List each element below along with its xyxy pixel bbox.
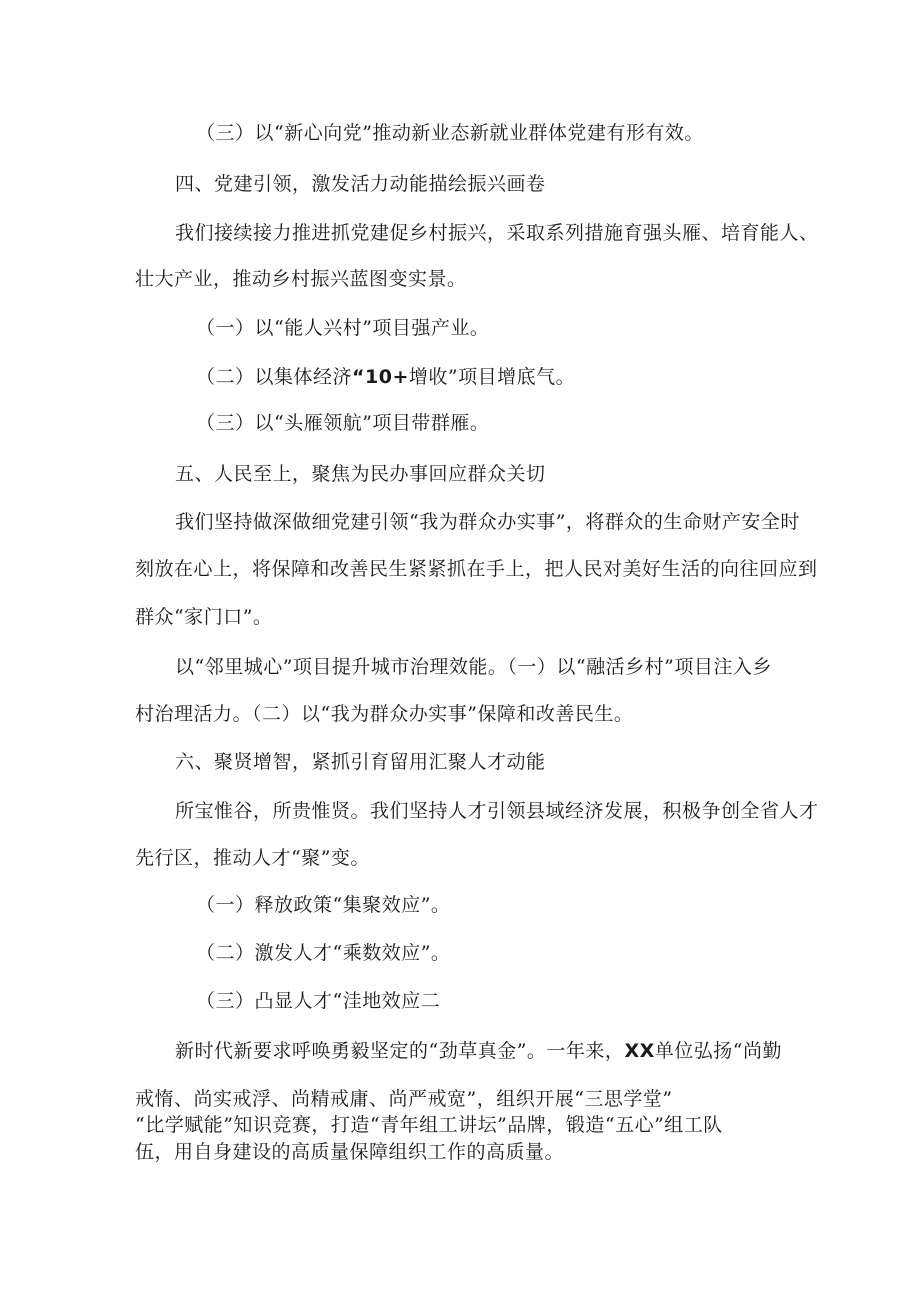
paragraph-line: 以“邻里城心”项目提升城市治理效能。（一）以“融活乡村”项目注入乡 [175,656,772,678]
section-heading: 四、党建引领，激发活力动能描绘振兴画卷 [175,173,546,195]
paragraph-line: 壮大产业，推动乡村振兴蓝图变实景。 [135,268,467,290]
line-segment: 新时代新要求呼唤勇毅坚定的“劲草真金”。一年来， [175,1040,625,1062]
paragraph-line: 群众“家门口”。 [135,606,273,628]
line-segment: （二）以集体经济 [196,366,353,388]
paragraph-line: 我们坚持做深做细党建引领“我为群众办实事”，将群众的生命财产安全时 [175,511,800,533]
paragraph-line: 先行区，推动人才“聚”变。 [135,847,370,869]
line-segment-bold: XX [624,1040,655,1062]
paragraph-line: 所宝惟谷，所贵惟贤。我们坚持人才引领县域经济发展，积极争创全省人才 [175,800,819,822]
paragraph-line [196,365,575,389]
paragraph-line: （二）激发人才“乘数效应”。 [196,942,451,964]
paragraph-line: “比学赋能”知识竞赛，打造“青年组工讲坛”品牌，锻造“五心”组工队 [135,1114,723,1136]
line-segment: 增收”项目增底气。 [408,366,576,388]
paragraph-line: 我们接续接力推进抓党建促乡村振兴，采取系列措施育强头雁、培育能人、 [175,222,819,244]
paragraph-line: 刻放在心上，将保障和改善民生紧紧抓在手上，把人民对美好生活的向往回应到 [135,558,818,580]
line-segment: 单位弘扬“尚勤 [654,1040,782,1062]
paragraph-line: 村治理活力。（二）以“我为群众办实事”保障和改善民生。 [135,703,634,725]
paragraph-line: 伍，用自身建设的高质量保障组织工作的高质量。 [135,1141,565,1163]
paragraph-line: （一）以“能人兴村”项目强产业。 [196,317,490,339]
line-segment-bold: “10+ [352,366,409,388]
paragraph-line: （三）凸显人才“洼地效应二 [196,990,441,1012]
paragraph-line: （一）释放政策“集聚效应”。 [196,894,451,916]
paragraph-line: （三）以“头雁领航”项目带群雁。 [196,412,490,434]
section-heading: 六、聚贤增智，紧抓引育留用汇聚人才动能 [175,751,546,773]
paragraph-line: 戒惰、尚实戒浮、尚精戒庸、尚严戒宽”，组织开展“三思学堂” [135,1088,673,1110]
paragraph-line [175,1039,782,1063]
section-heading: 五、人民至上，聚焦为民办事回应群众关切 [175,463,546,485]
paragraph-line: （三）以“新心向党”推动新业态新就业群体党建有形有效。 [196,122,704,144]
